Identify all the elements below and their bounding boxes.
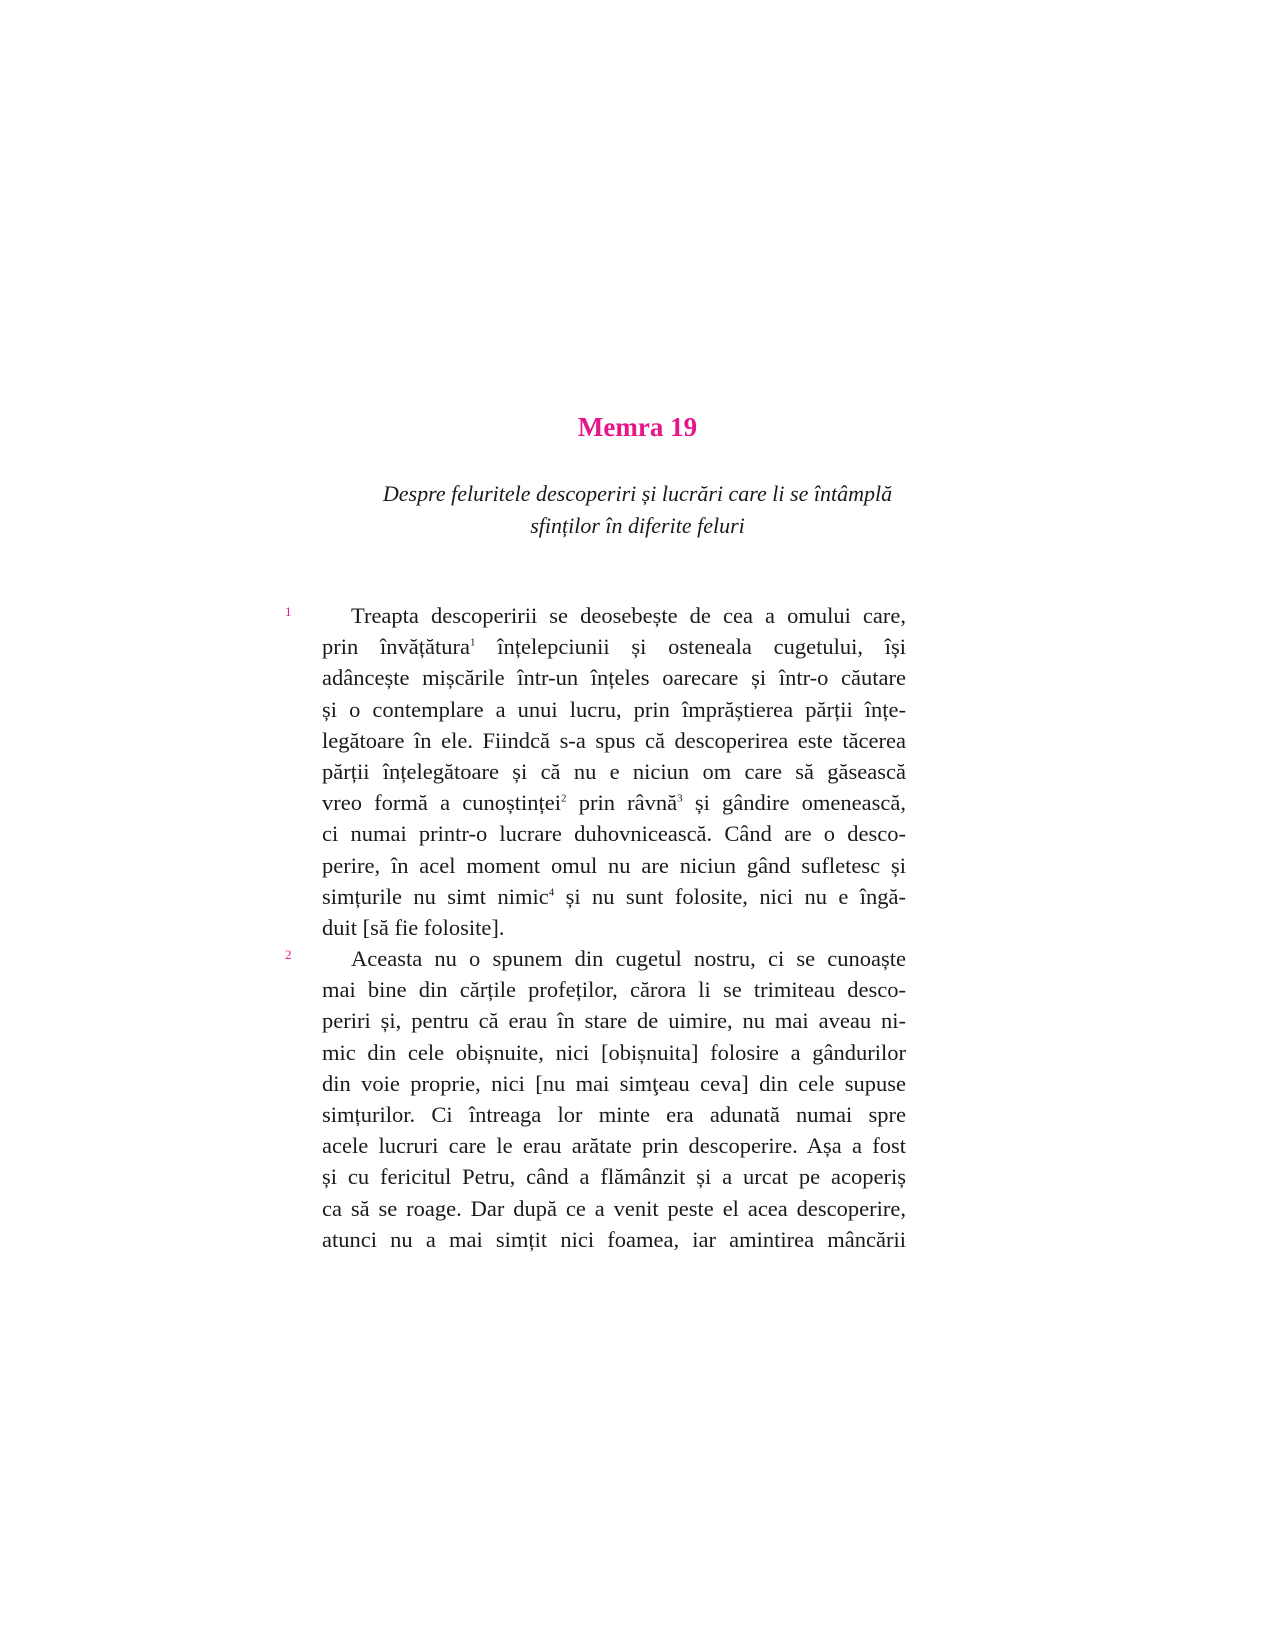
- text-line: vreo formă a cunoștinței$^2$ prin râvnă$^3$ și gândire omenească,: [322, 790, 906, 816]
- text-line: legătoare în ele. Fiindcă s-a spus că descoperirea este tăcerea: [322, 727, 906, 753]
- text-line: Aceasta nu o spunem din cugetul nostru, ci se cunoaște: [351, 946, 906, 972]
- text-line: simțurile nu simt nimic$^4$ și nu sunt folosite, nici nu e îngă-: [322, 883, 906, 909]
- text-line: mai bine din cărțile profeților, cărora li se trimiteau desco-: [322, 977, 906, 1003]
- subtitle-line: Despre feluritele descoperiri și lucrări care li se întâmplă: [382, 481, 893, 506]
- paragraph-number: 2: [285, 947, 292, 963]
- paragraph: [285, 600, 906, 943]
- subtitle-line: sfinților în diferite feluri: [530, 513, 745, 538]
- text-line: și cu fericitul Petru, când a flămânzit și a urcat pe acoperiș: [322, 1164, 906, 1190]
- footnote-marker: 2: [561, 792, 567, 805]
- paragraph-number: 1: [285, 604, 292, 619]
- text-line: duit [să fie folosite].: [322, 914, 505, 940]
- text-line: atunci nu a mai simțit nici foamea, iar amintirea mâncării: [322, 1226, 906, 1252]
- footnote-marker: 4: [548, 886, 555, 899]
- body-text: [285, 600, 906, 1255]
- text-line: periri și, pentru că erau în stare de uimire, nu mai aveau ni-: [322, 1008, 906, 1034]
- text-line: simțurilor. Ci întreaga lor minte era adunată numai spre: [322, 1102, 906, 1127]
- text-line: prin învățătura$^1$ înțelepciunii și osteneala cugetului, își: [322, 634, 906, 660]
- text-line: acele lucruri care le erau arătate prin descoperire. Așa a fost: [322, 1133, 906, 1159]
- chapter-subtitle: [0, 478, 1275, 542]
- text-line: Treapta descoperirii se deosebește de cea a omului care,: [351, 603, 906, 628]
- text-line: mic din cele obișnuite, nici [obișnuita] folosire a gândurilor: [322, 1039, 906, 1065]
- text-line: ca să se roage. Dar după ce a venit peste el acea descoperire,: [322, 1195, 906, 1221]
- text-line: ci numai printr-o lucrare duhovnicească. Când are o desco-: [322, 821, 906, 847]
- text-line: adâncește mișcările într-un înțeles oarecare și într-o căutare: [322, 665, 906, 691]
- footnote-marker: 3: [677, 792, 683, 805]
- text-line: perire, în acel moment omul nu are niciun gând sufletesc și: [322, 852, 906, 878]
- chapter-title: Memra 19: [577, 412, 698, 442]
- footnote-marker: 1: [469, 636, 476, 649]
- text-line: din voie proprie, nici [nu mai simţeau ceva] din cele supuse: [322, 1070, 906, 1096]
- text-line: părții înțelegătoare și că nu e niciun om care să găsească: [322, 758, 906, 784]
- text-line: și o contemplare a unui lucru, prin împrăștierea părții înțe-: [322, 696, 906, 722]
- paragraph: [285, 943, 906, 1255]
